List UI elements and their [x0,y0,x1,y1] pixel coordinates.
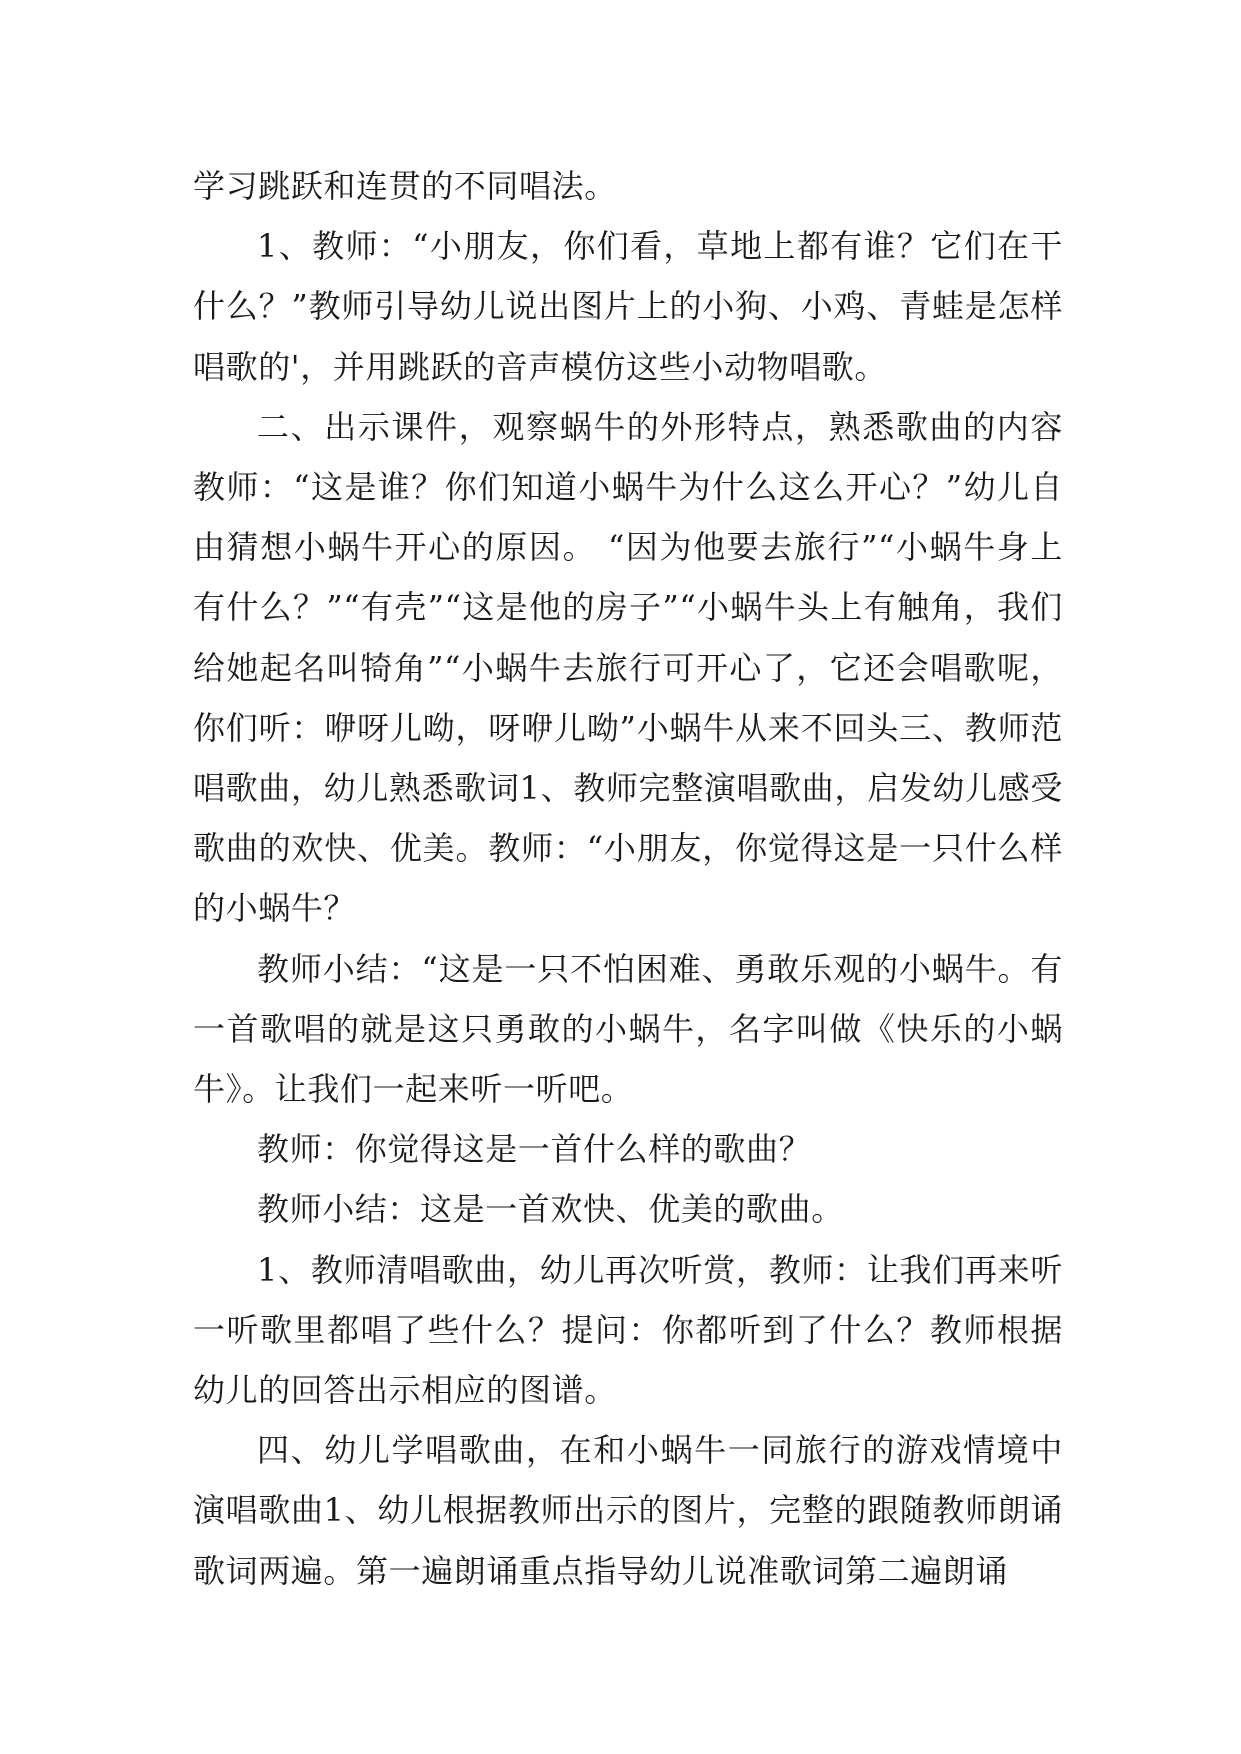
paragraph-2: 1、教师：“小朋友，你们看，草地上都有谁？它们在干什么？”教师引导幼儿说出图片上的小狗、小鸡、青蛙是怎样唱歌的'，并用跳跃的音声模仿这些小动物唱歌。 [193,227,1063,386]
paragraph-3: 二、出示课件，观察蜗牛的外形特点，熟悉歌曲的内容教师：“这是谁？你们知道小蜗牛为什么这么开心？”幼儿自由猜想小蜗牛开心的原因。 “因为他要去旅行”“小蜗牛身上有什么？”“有壳”“这是他的房子”“小蜗牛头上有触角，我们给她起名叫犄角”“小蜗牛去旅行可开心了，它还会唱歌呢，你们听：咿呀儿呦，呀咿儿呦”小蜗牛从来不回头三、教师范唱歌曲，幼儿熟悉歌词1、教师完整演唱歌曲，启发幼儿感受歌曲的欢快、优美。教师：“小朋友，你觉得这是一只什么样的小蜗牛？ [193,407,1063,928]
paragraph-1: 学习跳跃和连贯的不同唱法。 [193,167,617,205]
document-body [193,156,1063,1601]
paragraph-5: 教师：你觉得这是一首什么样的歌曲？ [257,1130,812,1169]
paragraph-4: 教师小结：“这是一只不怕困难、勇敢乐观的小蜗牛。有一首歌唱的就是这只勇敢的小蜗牛，名字叫做《快乐的小蜗牛》。让我们一起来听一听吧。 [193,949,1063,1109]
paragraph-7: 1、教师清唱歌曲，幼儿再次听赏，教师：让我们再来听一听歌里都唱了些什么？提问：你都听到了什么？教师根据幼儿的回答出示相应的图谱。 [193,1250,1063,1410]
paragraph-8: 四、幼儿学唱歌曲，在和小蜗牛一同旅行的游戏情境中演唱歌曲1、幼儿根据教师出示的图片，完整的跟随教师朗诵歌词两遍。第一遍朗诵重点指导幼儿说准歌词第二遍朗诵 [193,1431,1063,1590]
paragraph-6: 教师小结：这是一首欢快、优美的歌曲。 [257,1190,844,1229]
